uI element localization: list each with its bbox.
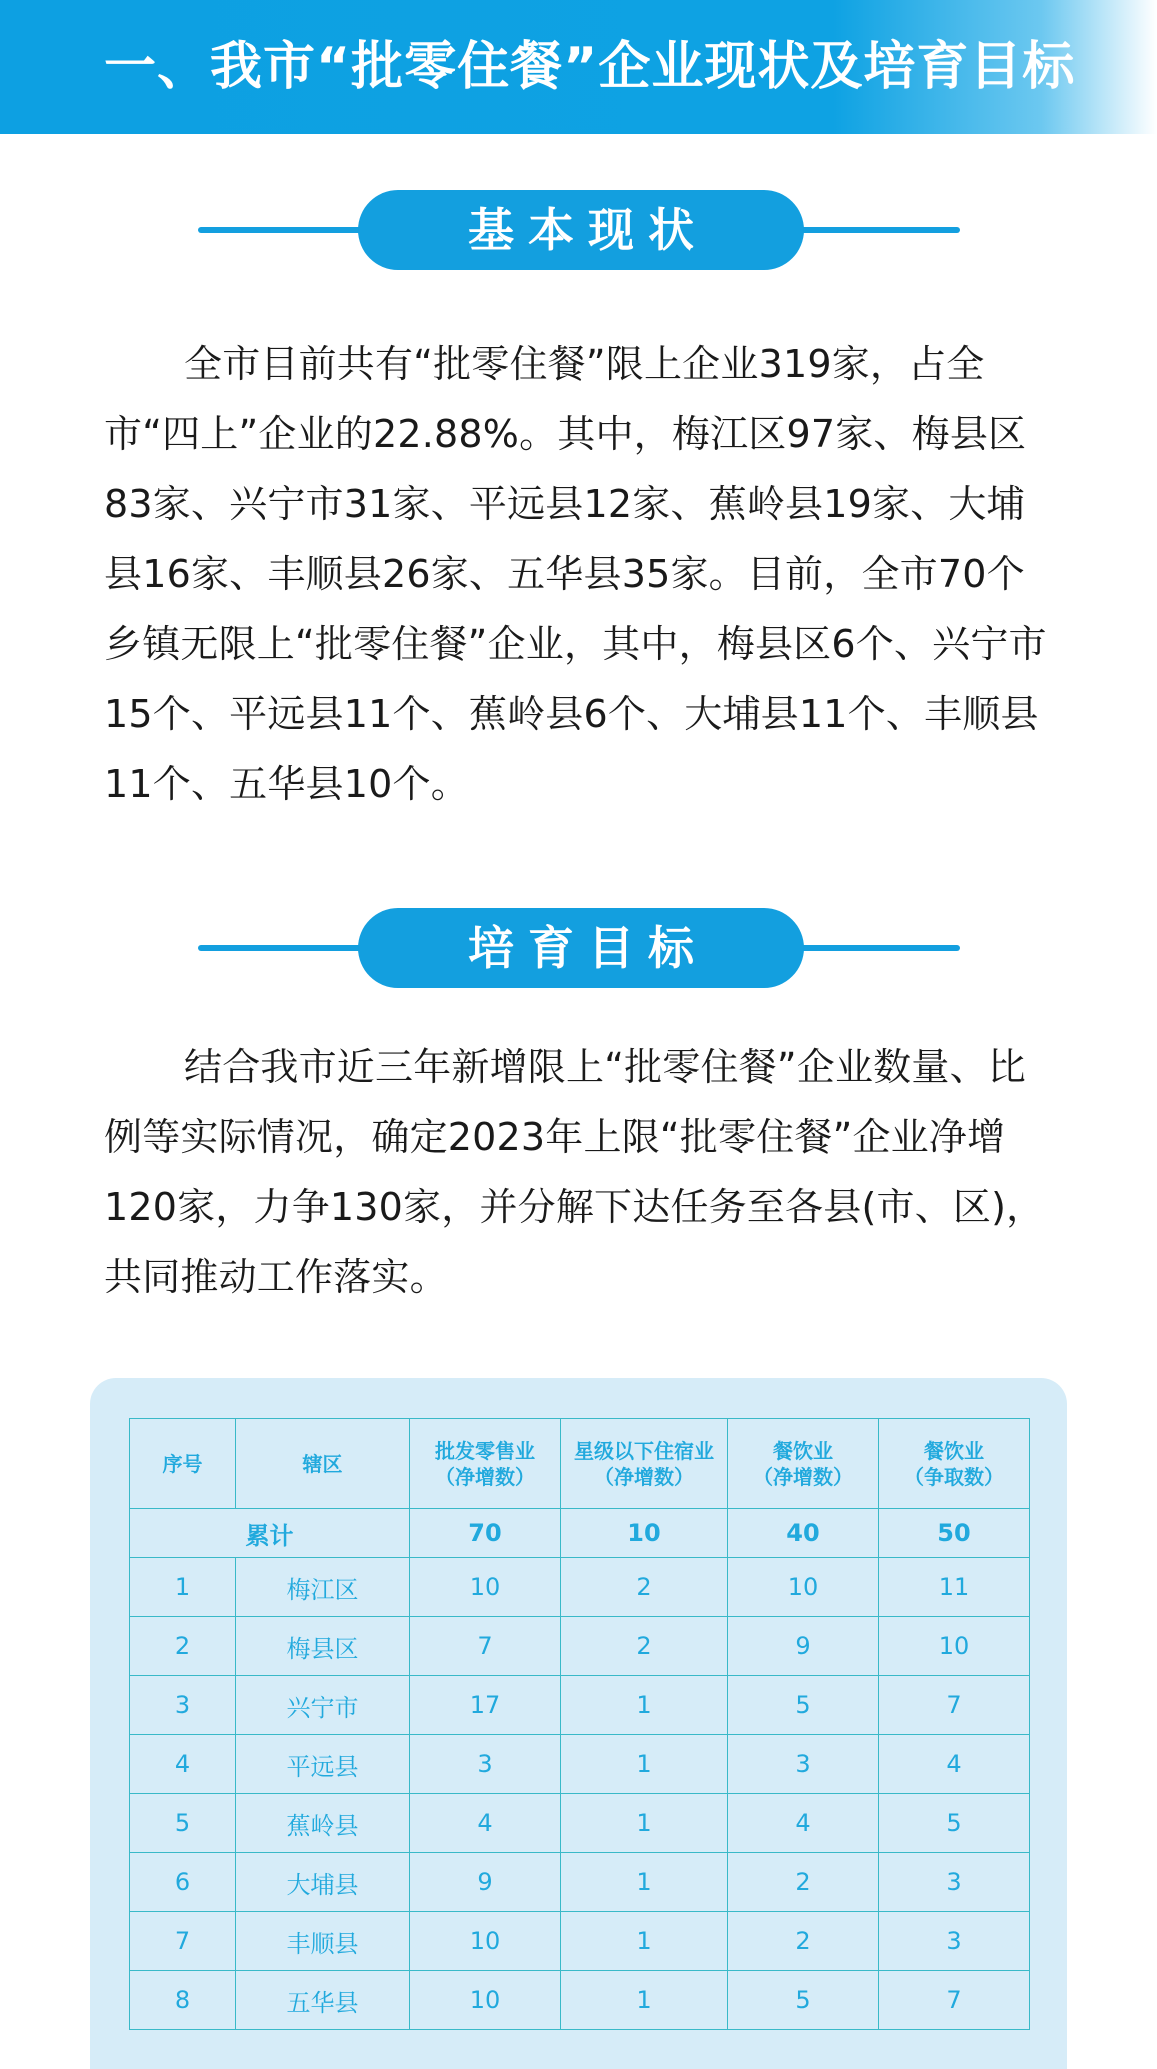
section-heading-status <box>198 190 960 272</box>
cell-catering-goal: 3 <box>879 1912 1030 1971</box>
cell-catering-goal: 3 <box>879 1853 1030 1912</box>
cell-index: 4 <box>130 1735 236 1794</box>
cell-lodging: 1 <box>561 1912 728 1971</box>
total-catering: 40 <box>728 1509 879 1558</box>
cell-index: 6 <box>130 1853 236 1912</box>
cell-catering: 9 <box>728 1617 879 1676</box>
cell-wholesale: 4 <box>410 1794 561 1853</box>
total-lodging: 10 <box>561 1509 728 1558</box>
page-title: 一、我市“批零住餐”企业现状及培育目标 <box>104 37 1076 97</box>
cell-district: 五华县 <box>236 1971 410 2030</box>
cell-catering: 5 <box>728 1676 879 1735</box>
cell-catering-goal: 11 <box>879 1558 1030 1617</box>
section-title-status: 基本现状 <box>358 190 804 270</box>
table-total-row <box>130 1509 1030 1558</box>
header-catering: 餐饮业 （净增数） <box>728 1419 879 1509</box>
cell-lodging: 1 <box>561 1853 728 1912</box>
table-row <box>130 1912 1030 1971</box>
cell-lodging: 1 <box>561 1971 728 2030</box>
cell-catering-goal: 10 <box>879 1617 1030 1676</box>
cell-index: 7 <box>130 1912 236 1971</box>
table-header-row <box>130 1419 1030 1509</box>
cell-wholesale: 10 <box>410 1558 561 1617</box>
cell-catering-goal: 7 <box>879 1971 1030 2030</box>
table-row <box>130 1971 1030 2030</box>
cell-wholesale: 9 <box>410 1853 561 1912</box>
header-index: 序号 <box>130 1419 236 1509</box>
cell-index: 8 <box>130 1971 236 2030</box>
table-row <box>130 1735 1030 1794</box>
cell-catering: 10 <box>728 1558 879 1617</box>
header-wholesale: 批发零售业 （净增数） <box>410 1419 561 1509</box>
cell-district: 平远县 <box>236 1735 410 1794</box>
cell-wholesale: 3 <box>410 1735 561 1794</box>
cell-wholesale: 17 <box>410 1676 561 1735</box>
section-heading-target <box>198 908 960 990</box>
cell-catering: 5 <box>728 1971 879 2030</box>
section-title-target: 培育目标 <box>358 908 804 988</box>
target-paragraph: 结合我市近三年新增限上“批零住餐”企业数量、比例等实际情况，确定2023年上限“批零住餐”企业净增120家，力争130家，并分解下达任务至各县(市、区)，共同推动工作落实。 <box>104 1045 1045 1299</box>
cell-catering: 2 <box>728 1853 879 1912</box>
cell-lodging: 2 <box>561 1558 728 1617</box>
cell-lodging: 1 <box>561 1676 728 1735</box>
cell-index: 2 <box>130 1617 236 1676</box>
table-row <box>130 1676 1030 1735</box>
cell-index: 1 <box>130 1558 236 1617</box>
cell-wholesale: 10 <box>410 1912 561 1971</box>
cell-lodging: 1 <box>561 1794 728 1853</box>
page-header-banner <box>0 0 1157 134</box>
cell-catering: 4 <box>728 1794 879 1853</box>
status-paragraph: 全市目前共有“批零住餐”限上企业319家，占全市“四上”企业的22.88%。其中，梅江区97家、梅县区83家、兴宁市31家、平远县12家、蕉岭县19家、大埔县16家、丰顺县26家、五华县35家。目前，全市70个乡镇无限上“批零住餐”企业，其中，梅县区6个、兴宁市15个、平远县11个、蕉岭县6个、大埔县11个、丰顺县11个、五华县10个。 <box>104 342 1047 806</box>
table-row <box>130 1853 1030 1912</box>
cell-catering-goal: 5 <box>879 1794 1030 1853</box>
table-row <box>130 1794 1030 1853</box>
total-label: 累计 <box>130 1509 410 1558</box>
header-lodging: 星级以下住宿业 （净增数） <box>561 1419 728 1509</box>
cell-catering-goal: 7 <box>879 1676 1030 1735</box>
cell-district: 丰顺县 <box>236 1912 410 1971</box>
cell-district: 兴宁市 <box>236 1676 410 1735</box>
cell-wholesale: 7 <box>410 1617 561 1676</box>
table-row <box>130 1617 1030 1676</box>
total-wholesale: 70 <box>410 1509 561 1558</box>
cell-lodging: 1 <box>561 1735 728 1794</box>
header-catering-goal: 餐饮业 （争取数） <box>879 1419 1030 1509</box>
targets-table <box>129 1418 1030 2030</box>
cell-index: 5 <box>130 1794 236 1853</box>
cell-index: 3 <box>130 1676 236 1735</box>
cell-district: 梅江区 <box>236 1558 410 1617</box>
table-row <box>130 1558 1030 1617</box>
cell-district: 梅县区 <box>236 1617 410 1676</box>
cell-district: 蕉岭县 <box>236 1794 410 1853</box>
cell-catering: 2 <box>728 1912 879 1971</box>
total-catering-goal: 50 <box>879 1509 1030 1558</box>
cell-catering-goal: 4 <box>879 1735 1030 1794</box>
cell-lodging: 2 <box>561 1617 728 1676</box>
cell-wholesale: 10 <box>410 1971 561 2030</box>
cell-catering: 3 <box>728 1735 879 1794</box>
cell-district: 大埔县 <box>236 1853 410 1912</box>
header-district: 辖区 <box>236 1419 410 1509</box>
